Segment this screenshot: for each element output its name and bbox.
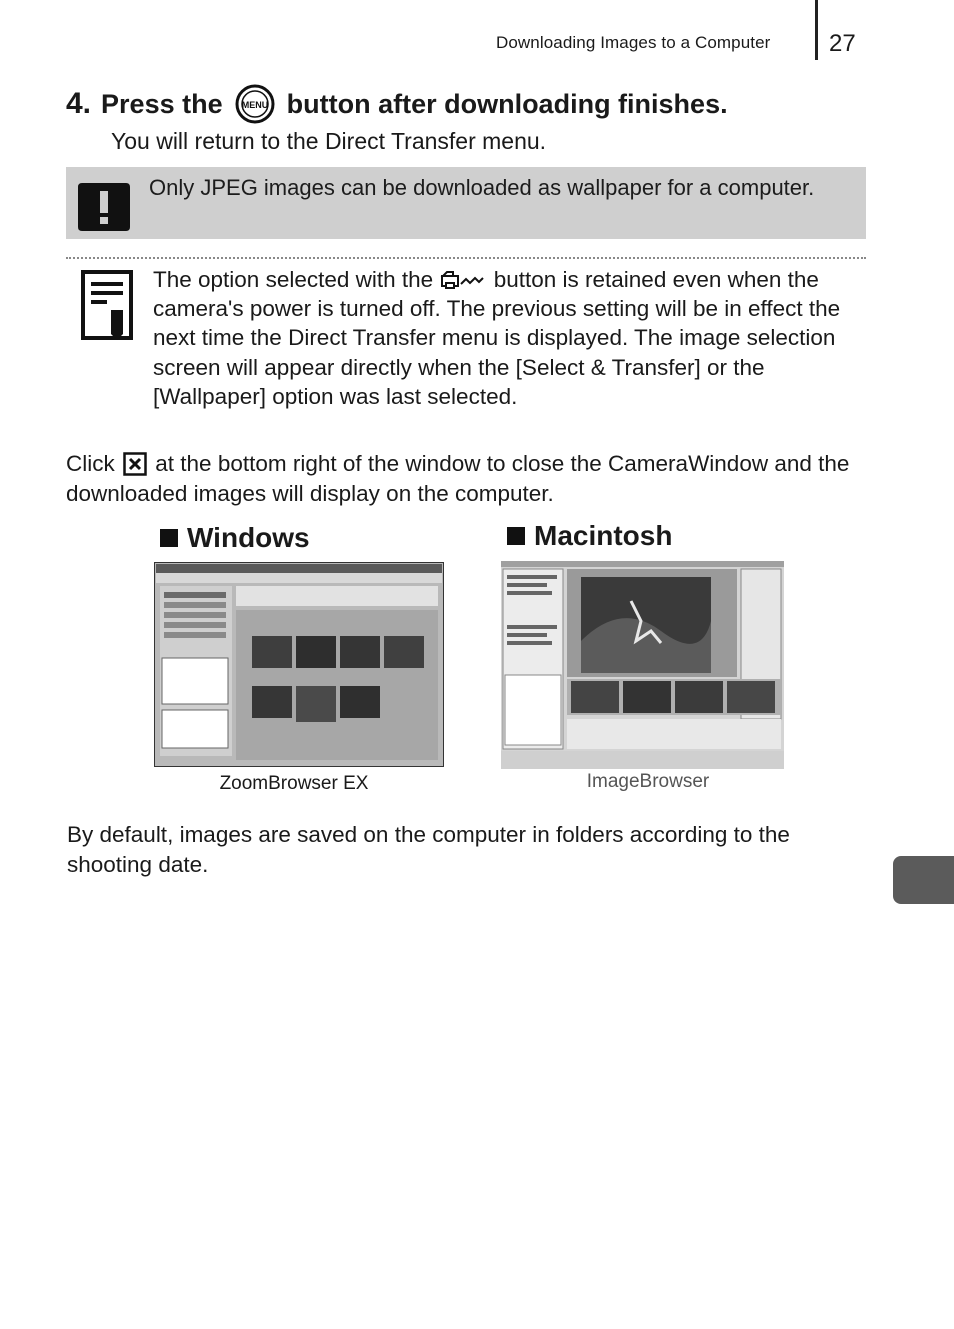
memo-text-before: The option selected with the <box>153 267 434 292</box>
close-icon <box>123 452 147 476</box>
zoombrowser-screenshot <box>154 562 444 767</box>
imagebrowser-caption: ImageBrowser <box>586 771 710 792</box>
menu-icon-label: MENU <box>241 100 268 110</box>
step-number: 4. <box>66 87 92 120</box>
macintosh-heading-label: Macintosh <box>534 520 673 551</box>
square-bullet-icon <box>507 527 525 545</box>
caution-box <box>66 167 866 239</box>
memo-icon <box>81 270 135 342</box>
windows-heading <box>160 522 310 554</box>
step-subtext: You will return to the Direct Transfer menu. <box>111 128 547 154</box>
print-share-icon <box>439 270 487 290</box>
close-instruction <box>66 449 866 508</box>
chapter-tab <box>893 856 954 904</box>
click-text-after: at the bottom right of the window to close the CameraWindow and the downloaded images will display on the computer. <box>66 451 850 506</box>
imagebrowser-screenshot <box>501 561 784 769</box>
step-text-after: button after downloading finishes. <box>286 88 728 119</box>
step-heading <box>66 84 728 124</box>
macintosh-heading <box>507 520 672 552</box>
zoombrowser-caption: ZoomBrowser EX <box>219 773 369 794</box>
step-text-before: Press the <box>101 88 223 119</box>
memo-text-after: button is retained even when the camera's power is turned off. The previous setting will be in effect the next time the Direct Transfer menu is displayed. The image selection screen will appear directly when the [Select & Transfer] or the [Wallpaper] option was last selected. <box>153 267 841 409</box>
square-bullet-icon <box>160 529 178 547</box>
windows-heading-label: Windows <box>187 522 310 553</box>
click-text-before: Click <box>66 451 115 476</box>
memo-text <box>153 265 863 411</box>
section-divider <box>66 257 866 259</box>
page-number: 27 <box>829 30 856 57</box>
menu-button-icon <box>235 84 275 124</box>
running-header: Downloading Images to a Computer <box>496 33 771 52</box>
default-save-note: By default, images are saved on the computer in folders according to the shooting date. <box>67 822 790 877</box>
header-divider <box>815 0 818 60</box>
caution-icon <box>76 179 132 235</box>
caution-text: Only JPEG images can be downloaded as wallpaper for a computer. <box>149 175 815 200</box>
